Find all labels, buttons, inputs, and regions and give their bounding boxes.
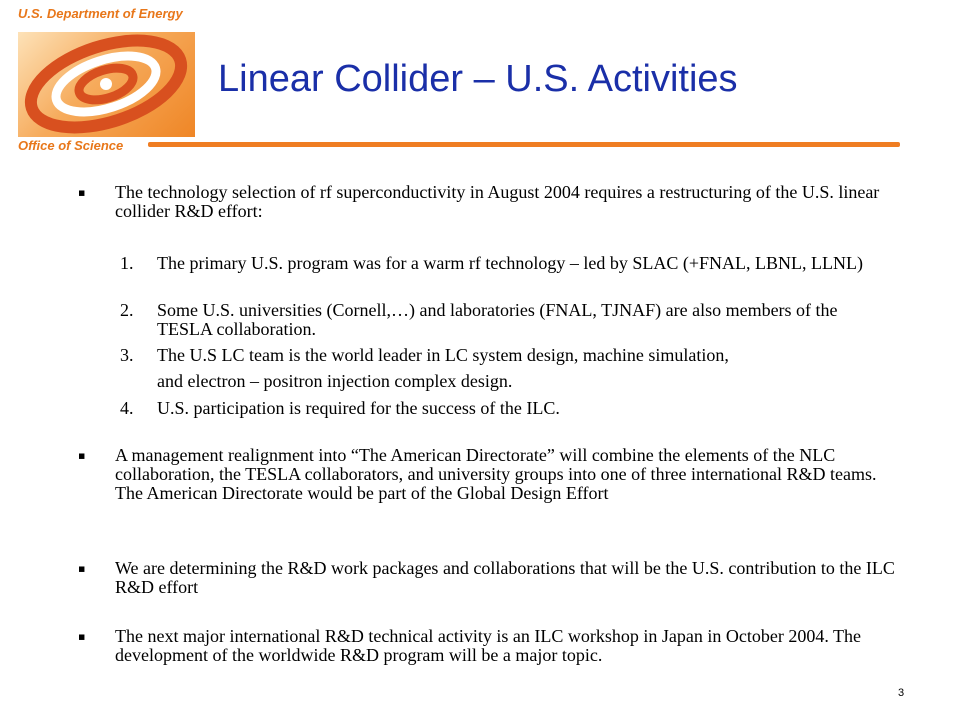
- header-rule: [148, 142, 900, 147]
- bullet-square-icon: ▪: [78, 449, 86, 462]
- office-name: Office of Science: [18, 138, 124, 153]
- bullet-text: We are determining the R&D work packages and collaborations that will be the U.S. contribution to the ILC R&D effort: [115, 558, 895, 597]
- bullet-square-icon: ▪: [78, 562, 86, 575]
- item-number: 2.: [120, 300, 134, 320]
- bullet-square-icon: ▪: [78, 630, 86, 643]
- bullet-text: A management realignment into “The American Directorate” will combine the elements of the NLC collaboration, the TESLA collaborators, and university groups into one of three international R&D teams. The American Directorate would be part of the Global Design Effort: [115, 445, 877, 503]
- swirl-logo-icon: [18, 32, 195, 137]
- slide-title: Linear Collider – U.S. Activities: [218, 58, 738, 100]
- doe-office-of-science-logo: [18, 32, 195, 137]
- item-text: Some U.S. universities (Cornell,…) and laboratories (FNAL, TJNAF) are also members of the TESLA collaboration.: [157, 300, 838, 339]
- agency-name: U.S. Department of Energy: [18, 6, 183, 21]
- bullet-square-icon: ▪: [78, 186, 86, 199]
- bullet-text: The next major international R&D technical activity is an ILC workshop in Japan in October 2004. The development of the worldwide R&D program will be a major topic.: [115, 626, 861, 665]
- item-text: The U.S LC team is the world leader in LC system design, machine simulation,: [157, 345, 729, 365]
- bullet-text: The technology selection of rf superconductivity in August 2004 requires a restructuring of the U.S. linear collider R&D effort:: [115, 182, 880, 221]
- item-text: and electron – positron injection complex design.: [157, 371, 513, 391]
- item-number: 4.: [120, 398, 134, 418]
- item-number: 1.: [120, 253, 134, 273]
- page-number: 3: [898, 687, 905, 699]
- item-text: U.S. participation is required for the success of the ILC.: [157, 398, 560, 418]
- item-text: The primary U.S. program was for a warm rf technology – led by SLAC (+FNAL, LBNL, LLNL): [157, 253, 863, 273]
- item-number: 3.: [120, 345, 134, 365]
